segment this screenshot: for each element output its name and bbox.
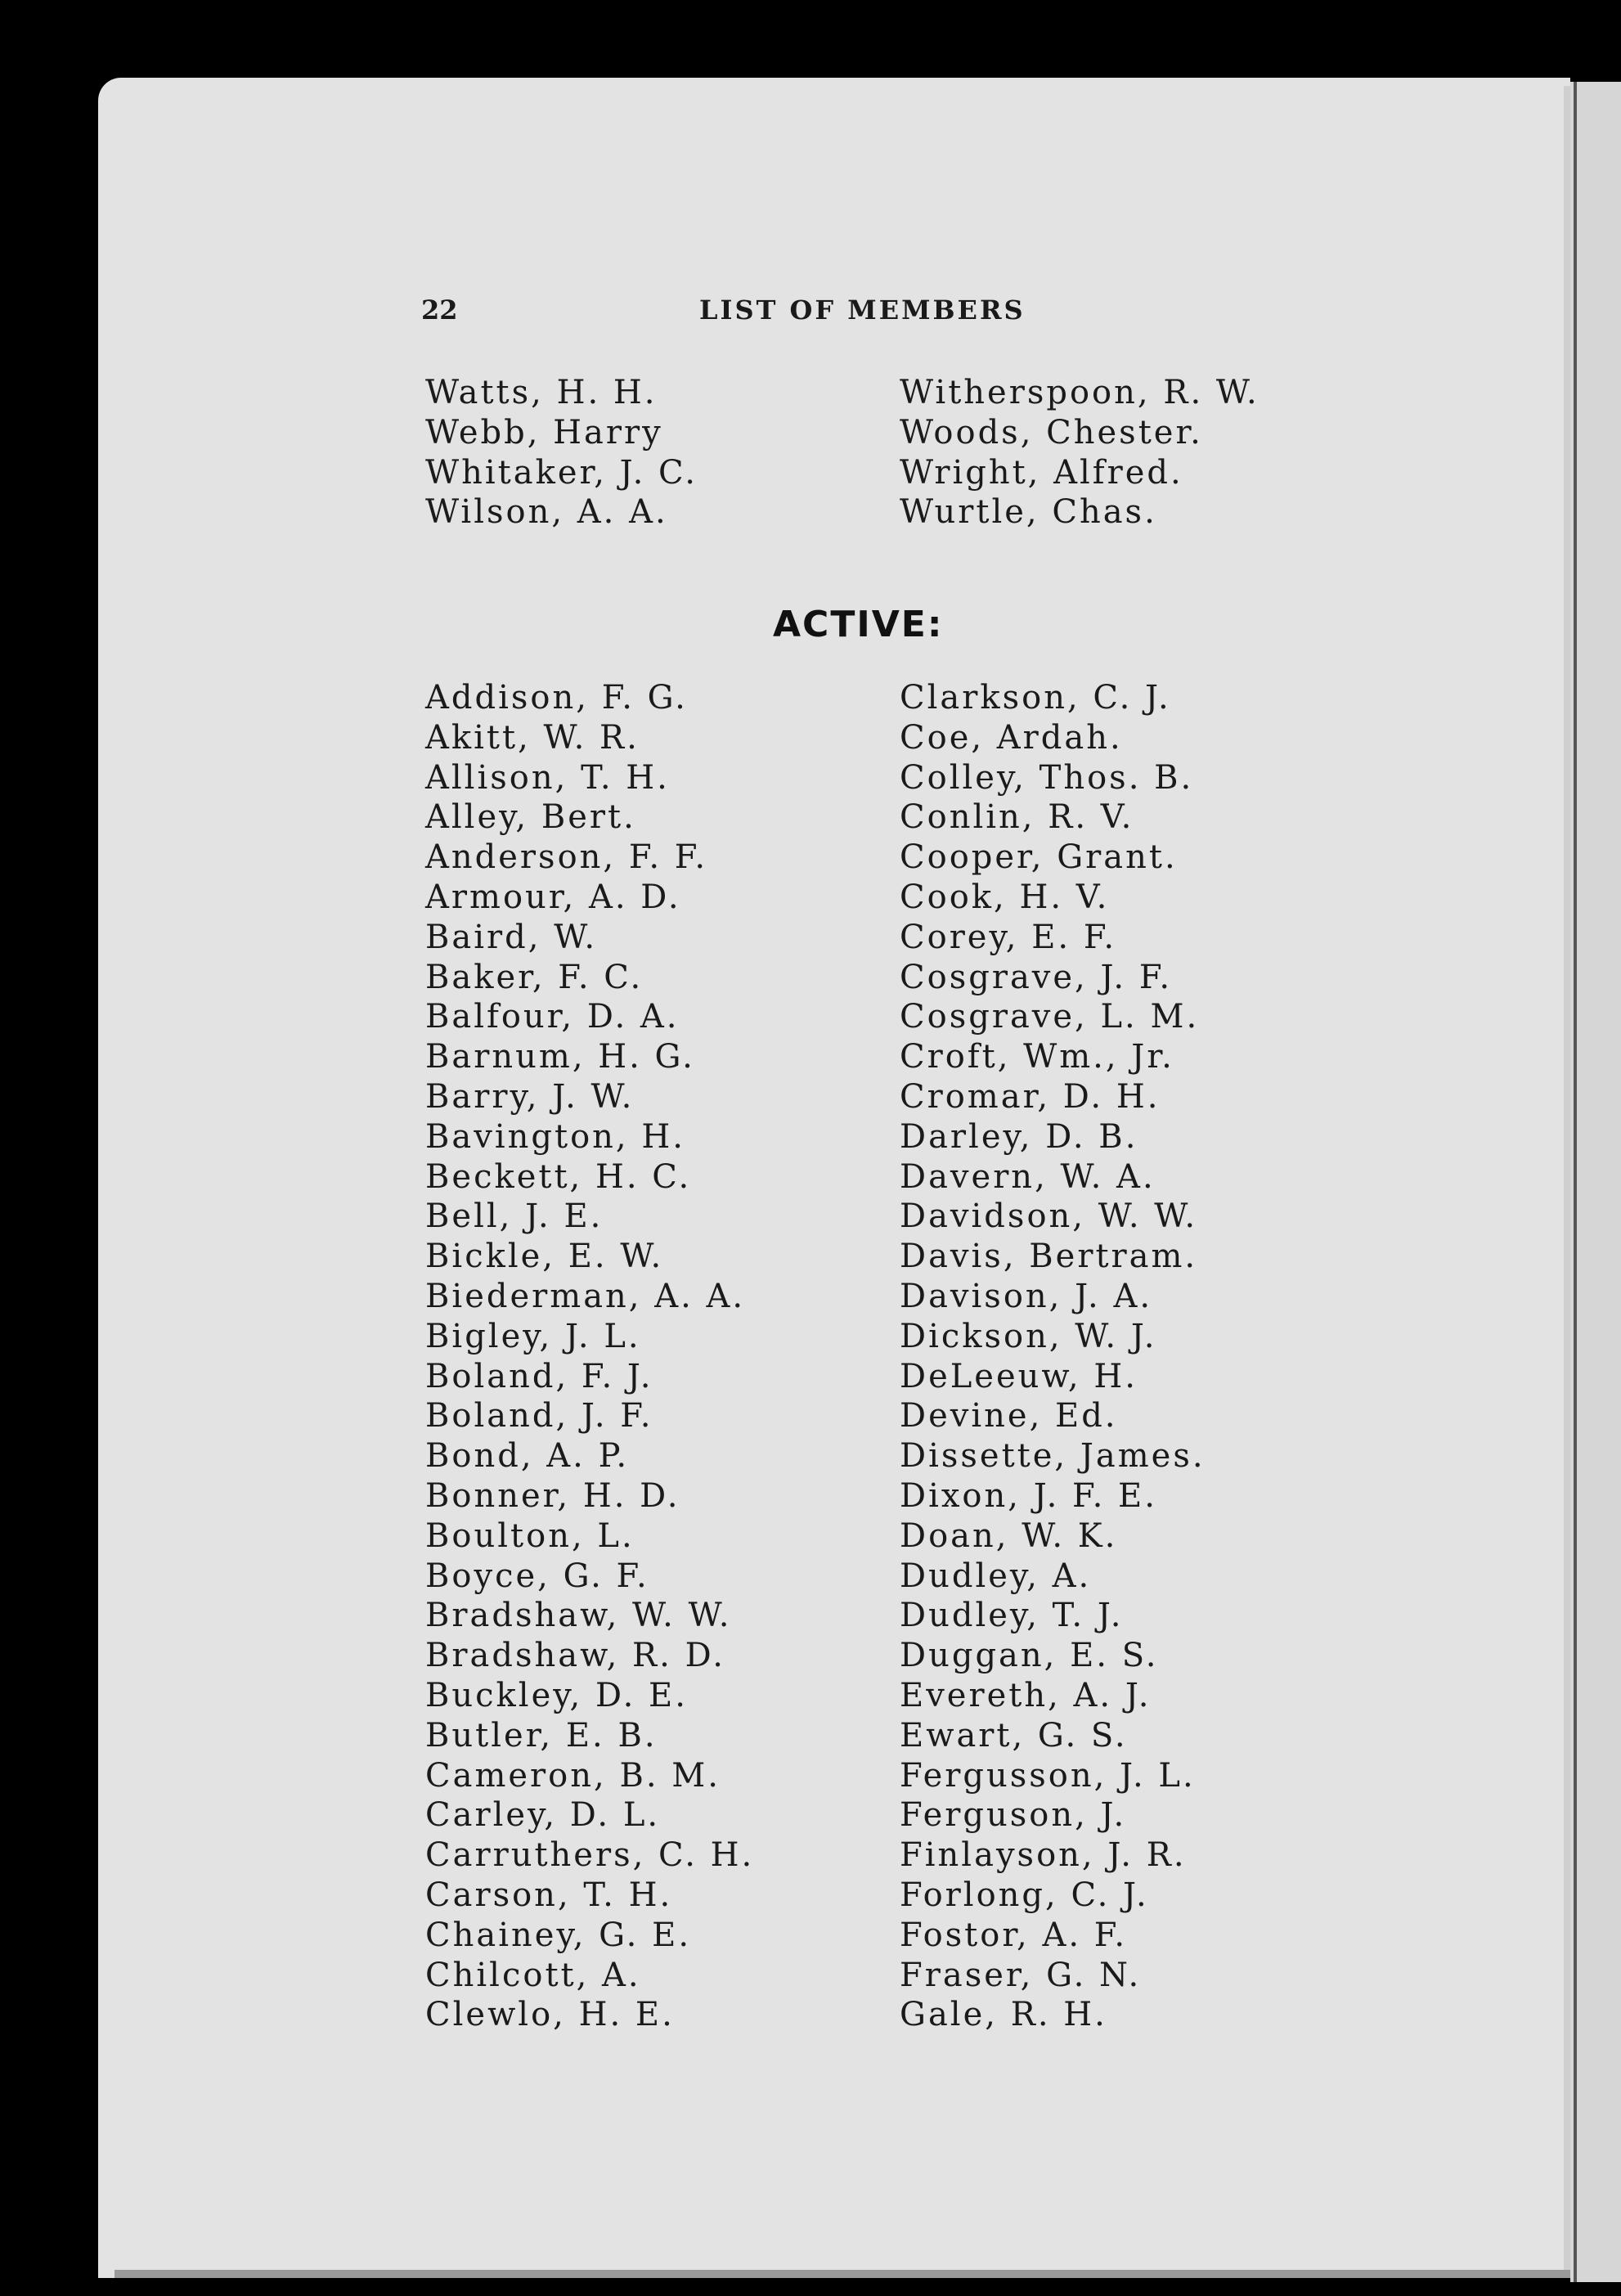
page-bottom-edge xyxy=(115,2270,1570,2278)
list-item: Devine, Ed. xyxy=(900,1397,1118,1436)
list-item: Duggan, E. S. xyxy=(900,1637,1159,1675)
list-item: Wright, Alfred. xyxy=(900,453,1183,492)
list-item: Bonner, H. D. xyxy=(425,1476,680,1515)
list-item: Baker, F. C. xyxy=(425,958,644,996)
list-item: Davison, J. A. xyxy=(900,1277,1153,1315)
list-item: Alley, Bert. xyxy=(425,798,636,837)
list-item: Chainey, G. E. xyxy=(425,1916,692,1954)
list-item: Woods, Chester. xyxy=(900,413,1203,452)
list-item: Ferguson, J. xyxy=(900,1796,1127,1835)
list-item: Davis, Bertram. xyxy=(900,1238,1198,1276)
list-item: Beckett, H. C. xyxy=(425,1157,692,1196)
list-item: Wurtle, Chas. xyxy=(900,493,1157,532)
list-item: Dudley, A. xyxy=(900,1557,1092,1595)
list-item: Cromar, D. H. xyxy=(900,1077,1161,1116)
list-item: Balfour, D. A. xyxy=(425,998,680,1036)
list-item: Davern, W. A. xyxy=(900,1157,1156,1196)
list-item: Butler, E. B. xyxy=(425,1716,658,1755)
book-page xyxy=(98,78,1570,2278)
list-item: Cameron, B. M. xyxy=(425,1756,721,1795)
list-item: Croft, Wm., Jr. xyxy=(900,1038,1174,1076)
list-item: Gale, R. H. xyxy=(900,1996,1107,2034)
top-list-left-column xyxy=(425,373,698,532)
list-item: Biederman, A. A. xyxy=(425,1277,746,1315)
top-list-right-column xyxy=(900,373,1260,532)
list-item: DeLeeuw, H. xyxy=(900,1357,1138,1395)
list-item: Corey, E. F. xyxy=(900,918,1117,956)
list-item: Barnum, H. G. xyxy=(425,1038,695,1076)
list-item: Watts, H. H. xyxy=(425,374,658,411)
scan-edge-line xyxy=(1574,82,1577,2282)
list-item: Davidson, W. W. xyxy=(900,1197,1198,1236)
list-item: Fostor, A. F. xyxy=(900,1916,1128,1954)
list-item: Chilcott, A. xyxy=(425,1956,641,1994)
list-item: Carruthers, C. H. xyxy=(425,1836,755,1875)
list-item: Bradshaw, W. W. xyxy=(425,1597,732,1635)
list-item: Forlong, C. J. xyxy=(900,1876,1149,1914)
list-item: Bell, J. E. xyxy=(425,1197,604,1236)
list-item: Allison, T. H. xyxy=(425,758,670,797)
list-item: Wilson, A. A. xyxy=(425,493,668,532)
list-item: Ewart, G. S. xyxy=(900,1716,1128,1755)
list-item: Addison, F. G. xyxy=(425,679,688,717)
active-list-left-column xyxy=(425,678,754,2035)
list-item: Clewlo, H. E. xyxy=(425,1996,675,2034)
list-item: Armour, A. D. xyxy=(425,878,681,916)
active-list-right-column xyxy=(900,678,1206,2035)
list-item: Cosgrave, L. M. xyxy=(900,998,1200,1036)
list-item: Bickle, E. W. xyxy=(425,1238,664,1276)
list-item: Darley, D. B. xyxy=(900,1117,1138,1156)
list-item: Bradshaw, R. D. xyxy=(425,1637,725,1675)
page-number: 22 xyxy=(421,294,458,326)
list-item: Coe, Ardah. xyxy=(900,718,1123,757)
list-item: Carley, D. L. xyxy=(425,1796,661,1835)
list-item: Conlin, R. V. xyxy=(900,798,1134,837)
list-item: Bigley, J. L. xyxy=(425,1317,641,1355)
list-item: Cooper, Grant. xyxy=(900,838,1178,877)
page-header xyxy=(421,294,1272,335)
list-item: Barry, J. W. xyxy=(425,1077,635,1116)
list-item: Baird, W. xyxy=(425,918,598,956)
list-item: Finlayson, J. R. xyxy=(900,1836,1187,1875)
list-item: Buckley, D. E. xyxy=(425,1676,688,1714)
list-item: Witherspoon, R. W. xyxy=(900,374,1260,411)
list-item: Webb, Harry xyxy=(425,413,663,452)
page-edge xyxy=(1564,86,1570,2278)
list-item: Clarkson, C. J. xyxy=(900,679,1171,717)
list-item: Boland, F. J. xyxy=(425,1357,653,1395)
list-item: Dixon, J. F. E. xyxy=(900,1476,1157,1515)
list-item: Fraser, G. N. xyxy=(900,1956,1142,1994)
section-heading-active: ACTIVE: xyxy=(773,604,944,645)
list-item: Akitt, W. R. xyxy=(425,718,640,757)
scan-background-strip xyxy=(1570,82,1621,2282)
list-item: Bavington, H. xyxy=(425,1117,685,1156)
list-item: Evereth, A. J. xyxy=(900,1676,1152,1714)
list-item: Cosgrave, J. F. xyxy=(900,958,1173,996)
running-title: LIST OF MEMBERS xyxy=(699,294,1026,326)
list-item: Boland, J. F. xyxy=(425,1397,653,1436)
list-item: Anderson, F. F. xyxy=(425,838,708,877)
list-item: Dudley, T. J. xyxy=(900,1597,1124,1635)
list-item: Colley, Thos. B. xyxy=(900,758,1194,797)
list-item: Whitaker, J. C. xyxy=(425,453,698,492)
list-item: Dissette, James. xyxy=(900,1437,1206,1476)
list-item: Fergusson, J. L. xyxy=(900,1756,1196,1795)
list-item: Cook, H. V. xyxy=(900,878,1110,916)
list-item: Carson, T. H. xyxy=(425,1876,673,1914)
list-item: Bond, A. P. xyxy=(425,1437,630,1476)
list-item: Doan, W. K. xyxy=(900,1516,1118,1555)
list-item: Boulton, L. xyxy=(425,1516,635,1555)
list-item: Dickson, W. J. xyxy=(900,1317,1157,1355)
list-item: Boyce, G. F. xyxy=(425,1557,649,1595)
